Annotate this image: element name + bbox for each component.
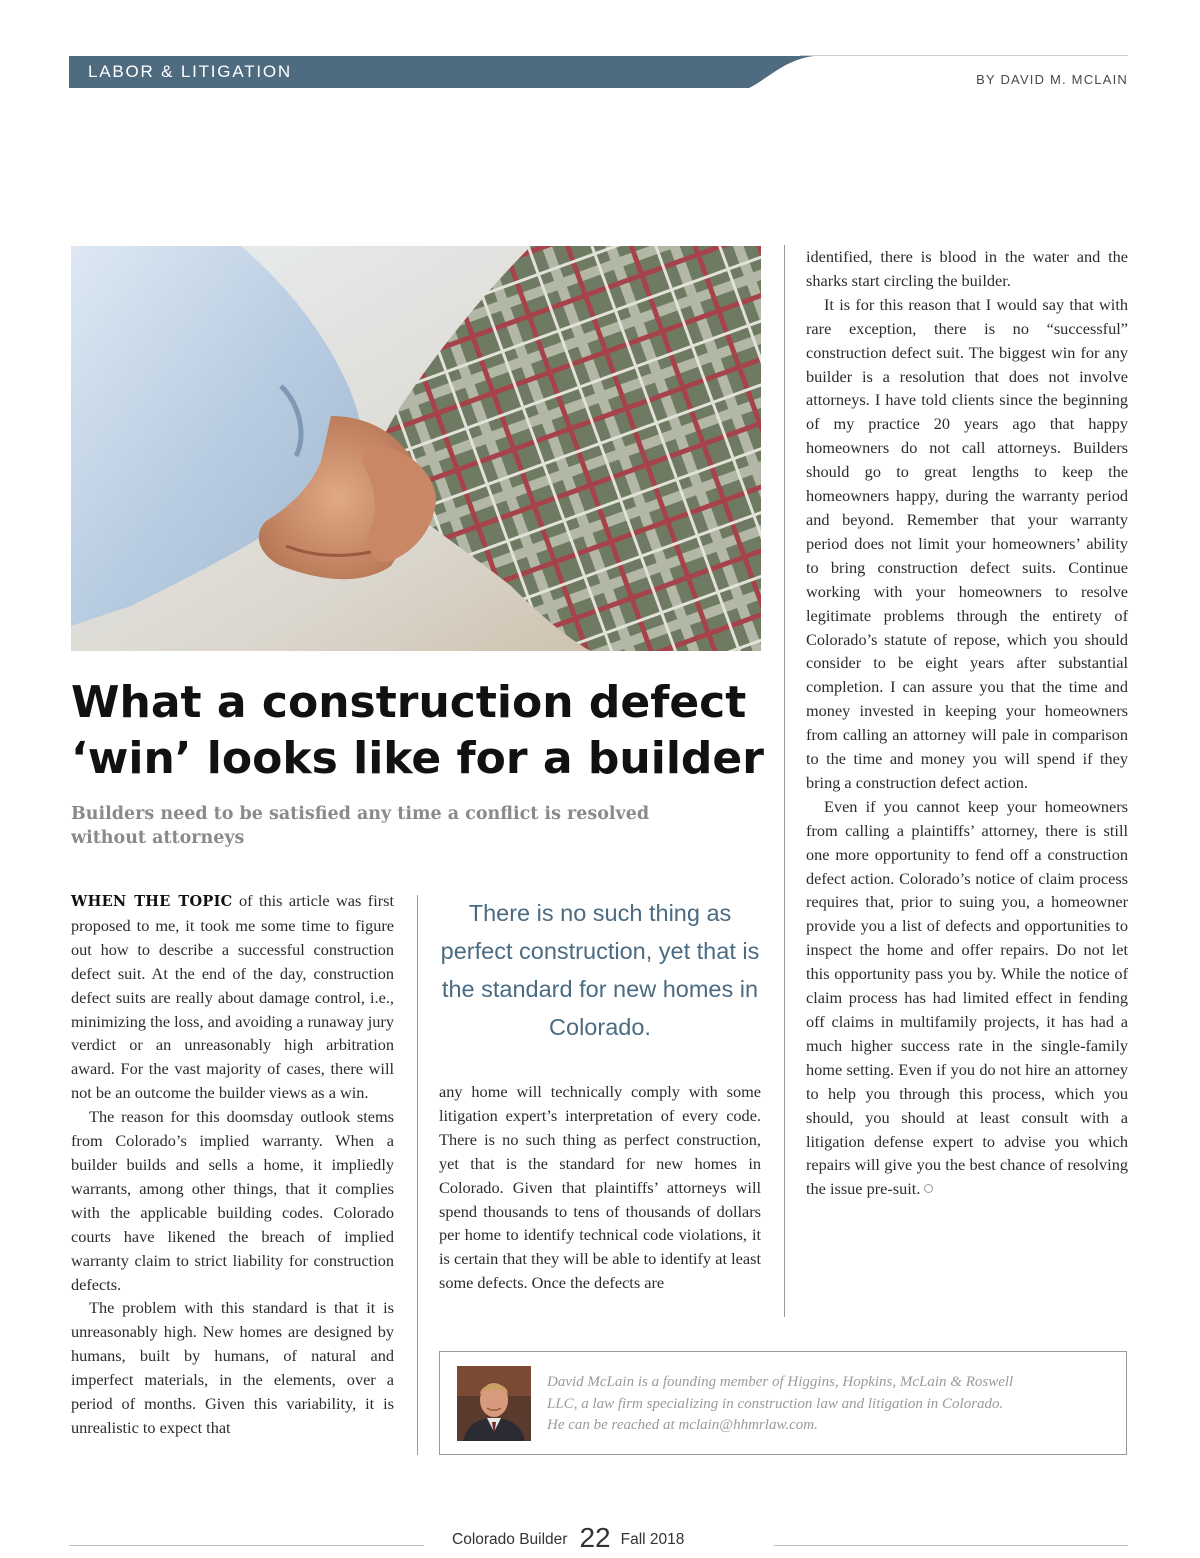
paragraph-text: Even if you cannot keep your homeowners from calling a plaintiffs’ attorney, there is still one more opportunity to fend off a construction defect action. Colorado’s notice of claim process requires that, prior to suing you, a homeowner provide you a list of defects and opportunities to inspect the home and offer repairs. Do not let this opportunity pass you by. While the notice of claim process has had limited effect in fending off claims in multifamily projects, it has had a much higher success rate in the single-family home setting. Even if you do not hire an attorney to help you through this process, which you should, you should at least consult with a litigation defense expert to advise you which repairs will give you the best chance of resolving the issue pre-suit. xyxy=(806,796,1128,1199)
author-headshot xyxy=(457,1366,531,1441)
body-paragraph: The problem with this standard is that it is unreasonably high. New homes are designed by humans, built by humans, of natural and imperfect materials, in the elements, over a period of months. Given this variability, it is unrealistic to expect that xyxy=(71,1298,394,1437)
headline-line-2: ‘win’ looks like for a builder xyxy=(71,733,764,784)
deck-line-1: Builders need to be satisfied any time a conflict is resolved xyxy=(71,804,650,824)
author-bio-text xyxy=(547,1372,1107,1437)
publication-name: Colorado Builder xyxy=(452,1531,568,1548)
paragraph-text: of this article was first proposed to me, it took me some time to figure out how to describe a successful construction defect suit. At the end of the day, construction defect suits are really about damage control, i.e., minimizing the loss, and avoiding a runaway jury verdict or an unreasonably high arbitration award. For the vast majority of cases, there will not be an outcome the builder views as a win. xyxy=(71,891,394,1103)
body-paragraph: It is for this reason that I would say that with rare exception, there is no “successful” construction defect suit. The biggest win for any builder is a resolution that does not involve attorneys. I have told clients since the beginning of my practice 20 years ago that happy homeowners do not call attorneys. Builders should go to great lengths to keep the homeowners happy, during the warranty period and beyond. Remember that your warranty period does not limit your homeowners’ ability to bring construction defect suits. Continue working with your homeowners to resolve legitimate problems through the entirety of Colorado’s statute of repose, which you should consider to be eight years after substantial completion. I can assure you that the time and money invested in keeping your homeowners from calling an attorney will pale in comparison to the time and money you will spend if they bring a construction defect action. xyxy=(806,294,1128,792)
deck-line-2: without attorneys xyxy=(71,828,245,848)
hero-photo-handshake xyxy=(71,246,761,651)
pull-quote: There is no such thing as perfect construction, yet that is the standard for new homes in Colorado. xyxy=(440,900,760,1040)
bio-line-1: David McLain is a founding member of Higgins, Hopkins, McLain & Roswell xyxy=(547,1374,1014,1390)
end-of-article-icon xyxy=(924,1184,933,1193)
bio-line-3: He can be reached at mclain@hhmrlaw.com. xyxy=(547,1417,818,1433)
author-bio-box xyxy=(439,1351,1127,1455)
bio-line-2: LLC, a law firm specializing in construction law and litigation in Colorado. xyxy=(547,1395,1004,1412)
header-rule xyxy=(800,55,1128,56)
page-footer xyxy=(452,1522,752,1554)
page-number: 22 xyxy=(579,1522,611,1553)
article-column-1 xyxy=(71,889,394,1440)
column-divider xyxy=(784,245,785,1317)
article-deck xyxy=(71,802,671,850)
article-column-3 xyxy=(806,245,1128,1201)
column-divider xyxy=(417,895,418,1455)
body-paragraph: The reason for this doomsday outlook stems from Colorado’s implied warranty. When a builder builds and sells a home, it impliedly warrants, among other things, that it complies with the applicable building codes. Colorado courts have likened the breach of implied warranty claim to strict liability for construction defects. xyxy=(71,1107,394,1294)
lead-in: WHEN THE TOPIC xyxy=(71,893,233,910)
body-paragraph xyxy=(71,889,394,1105)
body-paragraph: any home will technically comply with some litigation expert’s interpretation of every code. There is no such thing as perfect construction, yet that is the standard for new homes in Colorado. Given that plaintiffs’ attorneys will spend thousands to tens of thousands of dollars per home to identify technical code violations, it is certain that they will be able to identify at least some defects. Once the defects are xyxy=(439,1082,761,1293)
section-label: LABOR & LITIGATION xyxy=(88,62,293,81)
article-headline xyxy=(71,675,771,787)
issue-date: Fall 2018 xyxy=(620,1531,685,1548)
body-paragraph xyxy=(806,795,1128,1201)
article-column-2 xyxy=(439,1080,761,1295)
byline: BY DAVID M. MCLAIN xyxy=(976,72,1128,87)
footer-rule-left xyxy=(69,1545,424,1546)
body-paragraph: identified, there is blood in the water and the sharks start circling the builder. xyxy=(806,247,1128,290)
headline-line-1: What a construction defect xyxy=(71,677,747,728)
footer-rule-right xyxy=(774,1545,1128,1546)
